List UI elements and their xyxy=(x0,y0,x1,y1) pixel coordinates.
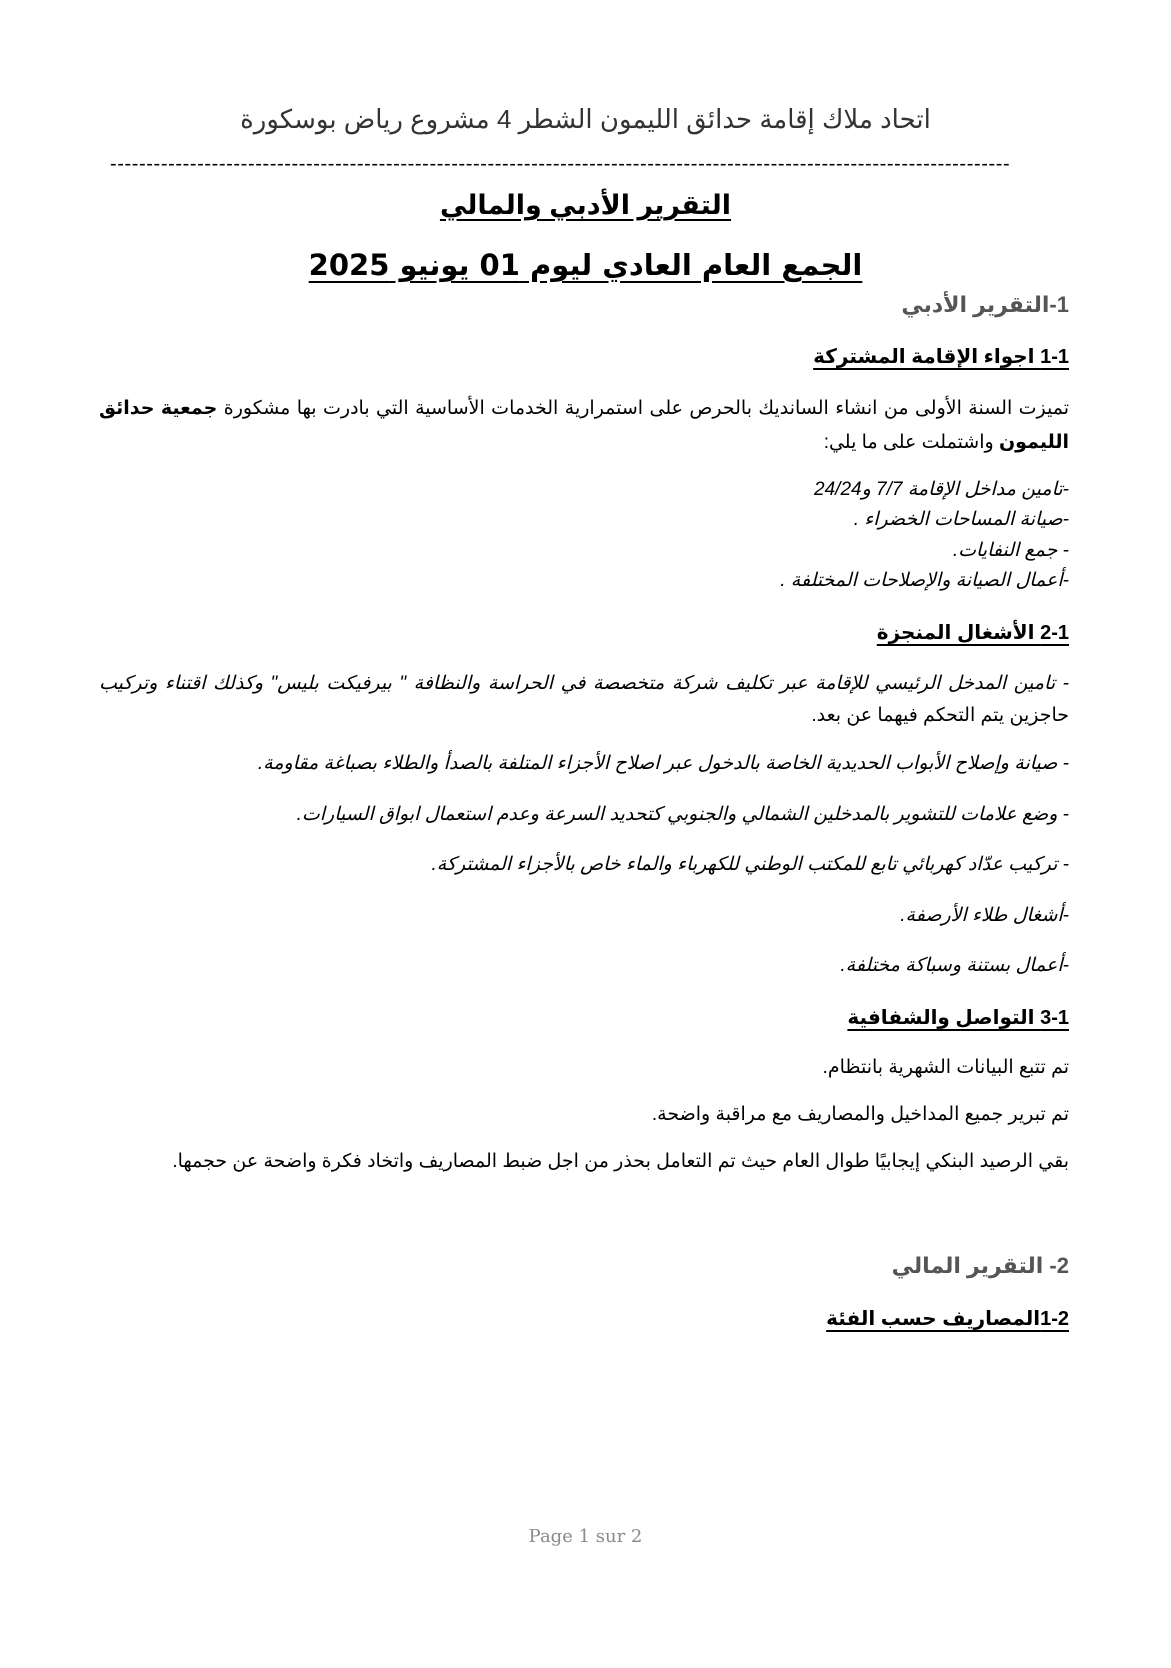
subsection-3-1-heading xyxy=(807,1005,1069,1030)
list-item: -أشغال طلاء الأرصفة. xyxy=(900,905,1069,926)
transparency-line: بقي الرصيد البنكي إيجابيًا طوال العام حيث تم التعامل بحذر من اجل ضبط المصاريف واتخاد فكرة واضحة عن حجمها. xyxy=(172,1151,1069,1172)
list-item: -أعمال بستنة وسباكة مختلفة. xyxy=(840,955,1069,976)
list-item: - صيانة وإصلاح الأبواب الحديدية الخاصة بالدخول عبر اصلاح الأجزاء المتلفة بالصدأ والطلاء بصباغة مقاومة. xyxy=(257,753,1069,774)
subsection-1-2-heading xyxy=(826,1306,1069,1331)
intro-association-name: جمعية حدائق الليمون xyxy=(99,398,1069,453)
organization-header: اتحاد ملاك إقامة حدائق الليمون الشطر 4 مشروع رياض بوسكورة xyxy=(240,104,931,134)
transparency-line: تم تتبع البيانات الشهرية بانتظام. xyxy=(822,1057,1069,1078)
list-item: - جمع النفايات. xyxy=(952,540,1069,561)
subsection-1-2-title: المصاريف حسب الفئة xyxy=(826,1308,1041,1330)
works-item-entrance-line2: حاجزين يتم التحكم فيهما عن بعد. xyxy=(811,705,1069,726)
subsection-1-1-heading xyxy=(813,344,1069,369)
list-item: -صيانة المساحات الخضراء . xyxy=(853,509,1069,530)
report-title: التقرير الأدبي والمالي xyxy=(439,190,732,220)
subsection-2-1-heading xyxy=(877,620,1069,645)
subsection-3-1-number: 3-1 xyxy=(1040,1007,1069,1029)
subsection-1-2-number: 1-2 xyxy=(1040,1308,1069,1330)
transparency-line: تم تبرير جميع المداخيل والمصاريف مع مراقبة واضحة. xyxy=(651,1104,1069,1125)
section2-heading-text: التقرير المالي xyxy=(891,1253,1044,1278)
subsection-1-1-number: 1-1 xyxy=(1040,346,1069,368)
meeting-title: الجمع العام العادي ليوم 01 يونيو 2025 xyxy=(308,248,863,282)
subsection-1-1-title: اجواء الإقامة المشتركة xyxy=(813,346,1035,368)
intro-text-part2: واشتملت على ما يلي: xyxy=(823,432,994,453)
list-item: - تركيب عدّاد كهربائي تابع للمكتب الوطني للكهرباء والماء خاص بالأجزاء المشتركة. xyxy=(431,854,1069,875)
heading-underline-padding xyxy=(807,1007,847,1030)
list-item: -أعمال الصيانة والإصلاحات المختلفة . xyxy=(780,570,1069,591)
list-item: -تامين مداخل الإقامة 7/7 و24/24 xyxy=(814,479,1069,500)
section1-heading-text: التقرير الأدبي xyxy=(901,292,1050,317)
works-item-entrance-line1: - تامين المدخل الرئيسي للإقامة عبر تكليف شركة متخصصة في الحراسة والنظافة " بيرفيكت بليس" وكذلك اقتناء وتركيب xyxy=(99,673,1069,694)
intro-text-part1: تميزت السنة الأولى من انشاء السانديك بالحرص على استمرارية الخدمات الأساسية التي بادرت بها مشكورة xyxy=(223,398,1070,419)
subsection-3-1-title: التواصل والشفافية xyxy=(847,1007,1035,1029)
subsection-1-1-intro xyxy=(99,392,1069,460)
page-number: Page 1 sur 2 xyxy=(528,1526,643,1547)
list-item: - وضع علامات للتشوير بالمدخلين الشمالي والجنوبي كتحديد السرعة وعدم استعمال ابواق السيارات. xyxy=(296,804,1069,825)
separator-line: ---------------------------------------------------------------------------------------------------------------------------- xyxy=(110,153,1011,175)
section1-heading-number: 1- xyxy=(1049,292,1069,317)
section2-heading-number: 2- xyxy=(1049,1253,1069,1278)
section1-heading xyxy=(901,292,1069,318)
subsection-2-1-title: الأشغال المنجزة xyxy=(876,622,1035,644)
section2-heading xyxy=(892,1253,1069,1279)
subsection-2-1-number: 2-1 xyxy=(1040,622,1069,644)
works-item-entrance xyxy=(99,668,1069,732)
